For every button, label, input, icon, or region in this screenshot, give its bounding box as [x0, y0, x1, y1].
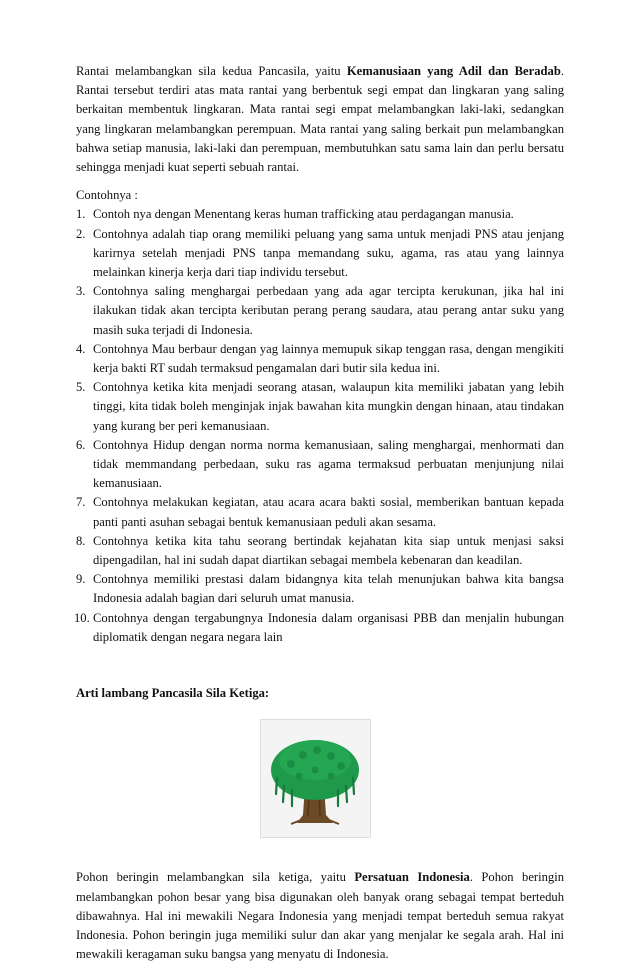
list-item [76, 378, 564, 436]
intro-bold-term: Kemanusiaan yang Adil dan Beradab [346, 64, 561, 78]
list-item [76, 340, 564, 378]
closing-text-before: Pohon beringin melambangkan sila ketiga, yaitu [76, 870, 355, 885]
figure [76, 719, 564, 840]
list-item [76, 609, 564, 647]
list-item-text: Contohnya memiliki prestasi dalam bidangnya kita telah menunjukan bahwa kita bangsa Indonesia adalah bagian dari seluruh umat manusia. [93, 572, 564, 606]
list-item-number: 1. [76, 207, 86, 222]
banyan-tree-image [260, 719, 371, 838]
closing-text-after: . Pohon beringin melambangkan pohon besar yang bisa digunakan oleh banyak orang sebagai tempat berteduh dibawahnya. Hal ini mewakili Negara Indonesia yang menjadi tempat berteduh semua rakyat Indonesia. Pohon beringin juga memiliki sulur dan akar yang menjalar ke segala arah. Hal ini mewakili keragaman suku bangsa yang menyatu di Indonesia. [76, 870, 565, 962]
list-item [76, 436, 564, 494]
list-item-number: 4. [76, 341, 86, 356]
list-item-text: Contohnya ketika kita tahu seorang bertindak kejahatan kita siap untuk menjasi saksi dipengadilan, hal ini sudah dapat diartikan sebagai membela kebenaran dan keadilan. [93, 533, 564, 568]
list-item [76, 570, 564, 608]
list-item-number: 10. [74, 610, 90, 625]
list-item-number: 9. [76, 572, 86, 587]
intro-text-after: . Rantai tersebut terdiri atas mata rantai yang berbentuk segi empat dan lingkaran yang saling berkaitan membentuk lingkaran. Mata rantai segi empat melambangkan laki-laki, sedangkan yang lingkaran melambangkan perempuan. Mata rantai yang saling berkait pun melambangkan bahwa setiap manusia, laki-laki dan perempuan, membutuhkan satu sama lain dan perlu bersatu sehingga menjadi kuat seperti sebuah rantai. [76, 64, 564, 175]
list-item-number: 6. [76, 437, 86, 452]
list-item [76, 225, 564, 283]
list-item-text: Contohnya adalah tiap orang memiliki peluang yang sama untuk menjadi PNS atau jenjang karirnya setelah menjadi PNS tanpa memandang suku, agama, ras atau yang lainnya melainkan kinerja kerja dari tiap individu tersebut. [93, 226, 564, 280]
list-item [76, 205, 564, 224]
list-item-number: 8. [76, 533, 86, 548]
list-item-number: 5. [76, 380, 86, 395]
list-item-text: Contohnya Mau berbaur dengan yag lainnya memupuk sikap tenggan rasa, dengan mengikiti kerja bakti RT sudah termaksud pengamalan dari butir sila kedua ini. [93, 341, 564, 376]
list-item-text: Contohnya saling menghargai perbedaan yang ada agar tercipta kerukunan, jika hal ini ilakukan tidak akan tercipta keributan perang perang saudara, atau perang antar suku yang masih suka terjadi di Indonesia. [93, 284, 564, 337]
examples-list [76, 205, 564, 647]
closing-bold-term: Persatuan Indonesia [354, 870, 470, 885]
list-item-text: Contoh nya dengan Menentang keras human trafficking atau perdagangan manusia. [93, 207, 514, 222]
banyan-tree-icon [261, 720, 370, 837]
list-item [76, 282, 564, 340]
list-item-number: 3. [76, 284, 86, 299]
examples-label: Contohnya : [76, 188, 138, 203]
list-item-text: Contohnya dengan tergabungnya Indonesia dalam organisasi PBB dan menjalin hubungan diplomatik dengan negara negara lain [93, 610, 564, 644]
list-item-number: 2. [76, 226, 86, 241]
list-item [76, 532, 564, 570]
list-item-text: Contohnya ketika kita menjadi seorang atasan, walaupun kita memiliki jabatan yang lebih tinggi, kita tidak boleh menginjak injak bawahan kita mungkin dengan hinaan, atau tindakan yang kurang ber peri kemanusiaan. [93, 380, 564, 433]
list-item [76, 493, 564, 531]
document-page [76, 62, 564, 964]
section-heading: Arti lambang Pancasila Sila Ketiga: [76, 686, 270, 701]
closing-paragraph [76, 868, 564, 964]
intro-text-before: Rantai melambangkan sila kedua Pancasila, yaitu [76, 64, 347, 78]
list-item-text: Contohnya melakukan kegiatan, atau acara acara bakti sosial, memberikan bantuan kepada panti panti asuhan sebagai bentuk kemanusiaan peduli akan sesama. [93, 495, 564, 529]
list-item-text: Contohnya Hidup dengan norma norma kemanusiaan, saling menghargai, menhormati dan tidak memmandang perbedaan, suku ras agama termaksud perbuatan menjunjung nilai kemanusiaan. [93, 437, 564, 491]
intro-paragraph [76, 62, 564, 177]
list-item-number: 7. [76, 495, 86, 510]
